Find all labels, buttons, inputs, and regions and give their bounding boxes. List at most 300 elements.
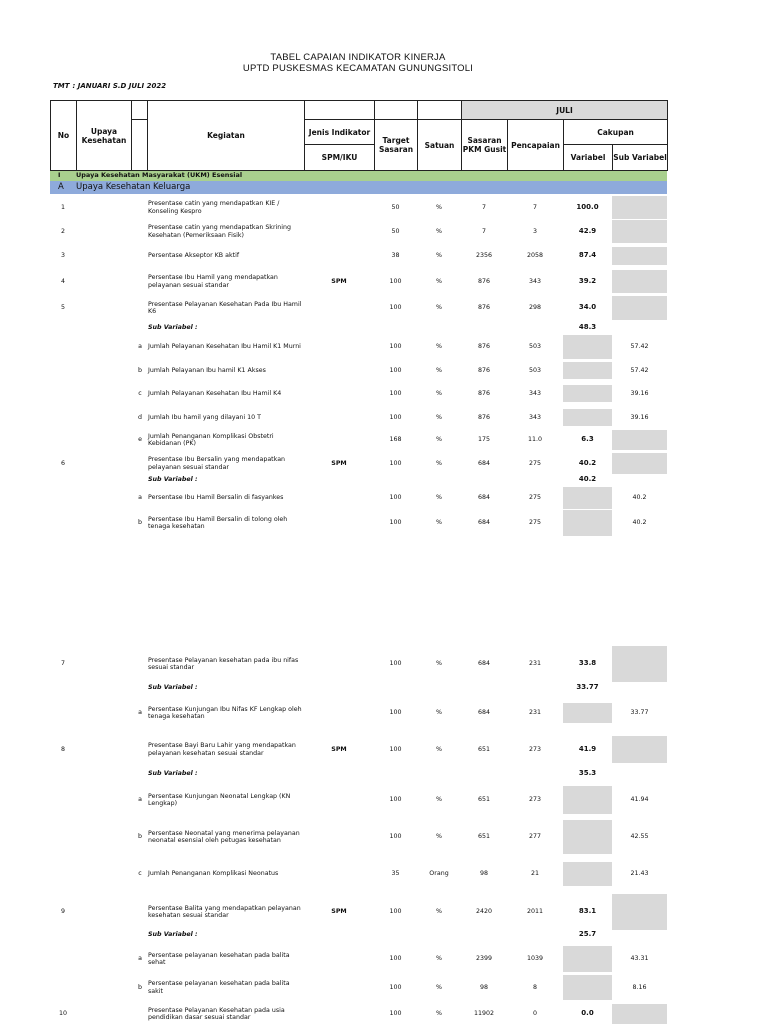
variabel-cell — [563, 703, 612, 723]
satuan-cell: % — [436, 494, 442, 502]
variabel-cell — [563, 335, 612, 359]
sub-item-letter — [133, 894, 147, 930]
row-number — [50, 335, 76, 359]
jenis-cell — [304, 510, 374, 536]
section-code: A — [58, 182, 64, 192]
sasaran-cell — [461, 474, 507, 486]
row-number — [50, 510, 76, 536]
target-cell: 168 — [389, 436, 402, 444]
jenis-cell — [304, 385, 374, 402]
section-code: I — [58, 171, 61, 179]
sasaran-cell: 651 — [477, 745, 491, 753]
satuan-cell: % — [436, 343, 442, 351]
pencapaian-cell: 7 — [532, 203, 537, 211]
sub-variabel-cell: 41.94 — [630, 796, 649, 804]
table-row — [0, 196, 768, 219]
pencapaian-cell — [507, 928, 563, 942]
satuan-cell: % — [436, 366, 442, 374]
sub-item-letter — [133, 453, 147, 474]
sub-item-letter: d — [138, 413, 142, 421]
sasaran-cell: 684 — [477, 494, 491, 502]
sub-item-letter — [133, 296, 147, 320]
sasaran-cell — [461, 682, 507, 694]
table-row — [0, 646, 768, 682]
table-row — [0, 220, 768, 243]
pencapaian-cell — [507, 321, 563, 335]
target-cell: 100 — [389, 908, 402, 916]
row-number — [50, 862, 76, 886]
variabel-cell: 25.7 — [578, 930, 597, 939]
pencapaian-cell: 273 — [528, 796, 542, 804]
row-number: 4 — [60, 277, 65, 285]
sub-item-letter: b — [138, 366, 142, 374]
sub-item-letter — [133, 646, 147, 682]
sasaran-cell: 684 — [477, 709, 491, 717]
sub-item-letter — [133, 1004, 147, 1024]
sub-variabel-cell — [612, 474, 667, 486]
sub-item-letter: a — [138, 955, 142, 963]
sub-variabel-cell — [612, 682, 667, 694]
target-cell: 100 — [389, 955, 402, 963]
row-number — [50, 385, 76, 402]
sub-variabel-cell — [612, 247, 667, 265]
sub-item-letter — [133, 474, 147, 486]
satuan-cell: % — [436, 436, 442, 444]
variabel-cell — [563, 362, 612, 379]
kegiatan-cell: Persentase pelayanan kesehatan pada balita sakit — [148, 980, 290, 995]
kegiatan-cell: Persentase Ibu Hamil Bersalin di fasyankes — [148, 494, 284, 502]
sasaran-cell: 2420 — [475, 908, 493, 916]
variabel-cell: 42.9 — [578, 226, 597, 235]
table-row — [0, 975, 768, 1000]
variabel-cell — [563, 786, 612, 814]
table-row — [0, 296, 768, 320]
sasaran-cell — [461, 928, 507, 942]
row-number — [50, 474, 76, 486]
table-row — [0, 786, 768, 814]
sub-variabel-cell — [612, 270, 667, 293]
variabel-cell: 40.2 — [578, 475, 597, 484]
variabel-cell: 40.2 — [578, 458, 597, 467]
sub-item-letter: b — [138, 519, 142, 527]
table-row — [0, 703, 768, 723]
variabel-cell: 39.2 — [578, 276, 597, 285]
sasaran-cell: 876 — [477, 413, 491, 421]
table-row — [0, 946, 768, 972]
sasaran-cell: 684 — [477, 660, 491, 668]
variabel-cell: 100.0 — [576, 202, 599, 211]
kegiatan-cell: Presentase Ibu Bersalin yang mendapatkan pelayanan sesuai standar — [148, 456, 286, 471]
target-cell — [374, 321, 417, 335]
satuan-cell: % — [436, 908, 442, 916]
sub-variabel-cell — [612, 928, 667, 942]
target-cell: 100 — [389, 459, 402, 467]
variabel-cell: 33.77 — [576, 683, 599, 692]
pencapaian-cell: 275 — [528, 494, 542, 502]
target-cell: 100 — [389, 494, 402, 502]
satuan-cell: % — [436, 1010, 442, 1018]
sub-item-letter — [133, 270, 147, 293]
satuan-cell: % — [436, 983, 442, 991]
header-variabel: Variabel — [564, 145, 613, 171]
sub-variabel-cell: 40.2 — [632, 494, 647, 502]
pencapaian-cell: 275 — [528, 459, 542, 467]
table-row — [0, 736, 768, 763]
satuan-cell: % — [436, 203, 442, 211]
sasaran-cell: 876 — [477, 366, 491, 374]
kegiatan-cell: Presentase catin yang mendapatkan KIE / Konseling Kespro — [148, 200, 280, 215]
variabel-cell: 0.0 — [581, 1009, 594, 1018]
jenis-cell — [304, 335, 374, 359]
table-row — [0, 928, 768, 942]
row-number — [50, 767, 76, 781]
kegiatan-cell: Jumlah Penanganan Komplikasi Obstetri Kebidanan (PK) — [148, 432, 274, 447]
sub-variabel-cell — [612, 736, 667, 763]
sasaran-cell — [461, 321, 507, 335]
variabel-cell: 41.9 — [578, 744, 597, 753]
sub-item-letter — [133, 247, 147, 265]
pencapaian-cell: 343 — [528, 389, 542, 397]
document-subtitle: UPTD PUSKESMAS KECAMATAN GUNUNGSITOLI — [242, 63, 474, 74]
sub-variabel-cell: 8.16 — [632, 983, 647, 991]
table-row — [0, 247, 768, 265]
pencapaian-cell: 2011 — [526, 908, 544, 916]
jenis-cell — [304, 767, 374, 781]
row-number: 6 — [60, 459, 65, 467]
header-pencapaian: Pencapaian — [508, 120, 564, 171]
sub-item-letter: a — [138, 796, 142, 804]
sasaran-cell: 98 — [479, 983, 488, 991]
table-row — [0, 335, 768, 359]
jenis-cell — [304, 682, 374, 694]
jenis-cell — [304, 946, 374, 972]
jenis-cell — [304, 820, 374, 854]
row-number — [50, 946, 76, 972]
row-number: 7 — [60, 660, 65, 668]
kegiatan-cell: Presentase Pelayanan kesehatan pada ibu nifas sesuai standar — [148, 656, 299, 671]
sub-item-letter: b — [138, 983, 142, 991]
table-row — [0, 474, 768, 486]
table-row — [0, 894, 768, 930]
variabel-cell — [563, 409, 612, 426]
satuan-cell: % — [436, 519, 442, 527]
jenis-cell — [304, 220, 374, 243]
variabel-cell: 87.4 — [578, 251, 597, 260]
kegiatan-cell: Jumlah Pelayanan Kesehatan Ibu Hamil K4 — [148, 389, 282, 397]
sub-item-letter — [133, 767, 147, 781]
sasaran-cell: 2399 — [475, 955, 493, 963]
sub-item-letter — [133, 682, 147, 694]
kegiatan-cell: Presentase catin yang mendapatkan Skrining Kesehatan (Pemeriksaan Fisik) — [148, 224, 292, 239]
pencapaian-cell: 2058 — [526, 252, 544, 260]
sub-variabel-cell — [612, 430, 667, 450]
satuan-cell: % — [436, 413, 442, 421]
sasaran-cell: 11902 — [473, 1010, 495, 1018]
table-row — [0, 270, 768, 293]
jenis-cell — [304, 474, 374, 486]
sasaran-cell: 175 — [477, 436, 491, 444]
section-label: Upaya Kesehatan Keluarga — [76, 182, 191, 192]
jenis-cell — [304, 975, 374, 1000]
sub-variabel-cell: 21.43 — [630, 870, 649, 878]
jenis-cell — [304, 646, 374, 682]
target-cell: 50 — [391, 227, 400, 235]
target-cell: 100 — [389, 983, 402, 991]
sasaran-cell — [461, 767, 507, 781]
target-cell: 100 — [389, 1010, 402, 1018]
target-cell: 100 — [389, 796, 402, 804]
table-row — [0, 362, 768, 379]
target-cell: 50 — [391, 203, 400, 211]
sasaran-cell: 876 — [477, 277, 491, 285]
sub-variabel-cell — [612, 196, 667, 219]
jenis-cell: SPM — [331, 277, 347, 285]
satuan-cell: % — [436, 459, 442, 467]
satuan-cell — [417, 321, 461, 335]
kegiatan-cell: Persentase Balita yang mendapatkan pelayanan kesehatan sesuai standar — [148, 904, 301, 919]
pencapaian-cell: 8 — [532, 983, 537, 991]
sub-variabel-cell — [612, 767, 667, 781]
variabel-cell — [563, 487, 612, 509]
variabel-cell — [563, 510, 612, 536]
sub-item-letter — [133, 196, 147, 219]
header-cakupan: Cakupan — [564, 120, 668, 145]
pencapaian-cell: 277 — [528, 833, 542, 841]
jenis-cell — [304, 196, 374, 219]
header-target: Target Sasaran — [375, 120, 418, 171]
sub-item-letter: a — [138, 494, 142, 502]
sub-variabel-cell — [612, 646, 667, 682]
pencapaian-cell: 298 — [528, 304, 542, 312]
pencapaian-cell: 231 — [528, 660, 542, 668]
sasaran-cell: 98 — [479, 870, 488, 878]
sub-variabel-cell: 40.2 — [632, 519, 647, 527]
row-number: 8 — [60, 745, 65, 753]
header-jenis: Jenis Indikator — [305, 120, 375, 145]
variabel-cell: 6.3 — [581, 435, 594, 444]
satuan-cell: % — [436, 304, 442, 312]
satuan-cell: % — [436, 389, 442, 397]
sub-variabel-cell — [612, 220, 667, 243]
target-cell: 100 — [389, 833, 402, 841]
sub-variabel-cell — [612, 894, 667, 930]
pencapaian-cell: 11.0 — [527, 436, 543, 444]
tmt-value: : JANUARI S.D JULI 2022 — [72, 82, 167, 90]
table-row — [0, 510, 768, 536]
pencapaian-cell — [507, 767, 563, 781]
satuan-cell — [417, 682, 461, 694]
table-row — [0, 487, 768, 509]
header-sasaran: Sasaran PKM Gusit — [462, 120, 508, 171]
row-number — [50, 430, 76, 450]
jenis-cell — [304, 487, 374, 509]
variabel-cell: 35.3 — [578, 769, 597, 778]
table-row — [0, 1004, 768, 1024]
variabel-cell — [563, 385, 612, 402]
table-row — [0, 430, 768, 450]
satuan-cell: Orang — [429, 870, 449, 878]
row-number — [50, 975, 76, 1000]
sub-variabel-cell: 57.42 — [630, 366, 649, 374]
sasaran-cell: 651 — [477, 796, 491, 804]
kegiatan-cell: Persentase Ibu Hamil yang mendapatkan pelayanan sesuai standar — [148, 274, 278, 289]
row-number — [50, 409, 76, 426]
sasaran-cell: 7 — [481, 203, 486, 211]
pencapaian-cell: 231 — [528, 709, 542, 717]
satuan-cell: % — [436, 277, 442, 285]
sub-item-letter — [133, 736, 147, 763]
target-cell: 100 — [389, 366, 402, 374]
kegiatan-cell: Sub Variabel : — [148, 770, 198, 778]
sub-variabel-cell: 33.77 — [630, 709, 649, 717]
pencapaian-cell: 503 — [528, 366, 542, 374]
pencapaian-cell: 275 — [528, 519, 542, 527]
jenis-cell — [304, 247, 374, 265]
table-row — [0, 385, 768, 402]
header-sub-variabel: Sub Variabel — [613, 145, 668, 171]
header-kegiatan: Kegiatan — [148, 101, 305, 171]
kegiatan-cell: Sub Variabel : — [148, 476, 198, 484]
pencapaian-cell: 343 — [528, 277, 542, 285]
row-number — [50, 321, 76, 335]
kegiatan-cell: Sub Variabel : — [148, 324, 198, 332]
kegiatan-cell: Persentase Akseptor KB aktif — [148, 252, 240, 260]
target-cell: 100 — [389, 745, 402, 753]
header-spm-iku: SPM/IKU — [305, 145, 375, 171]
satuan-cell: % — [436, 745, 442, 753]
jenis-cell — [304, 409, 374, 426]
satuan-cell — [417, 767, 461, 781]
sub-variabel-cell: 57.42 — [630, 343, 649, 351]
table-row — [0, 453, 768, 474]
row-number: 2 — [60, 227, 65, 235]
target-cell: 100 — [389, 277, 402, 285]
table-row — [0, 682, 768, 694]
variabel-cell — [563, 975, 612, 1000]
variabel-cell — [563, 820, 612, 854]
jenis-cell — [304, 296, 374, 320]
pencapaian-cell: 343 — [528, 413, 542, 421]
target-cell: 100 — [389, 660, 402, 668]
target-cell: 100 — [389, 413, 402, 421]
sub-variabel-cell — [612, 1004, 667, 1024]
sub-variabel-cell — [612, 296, 667, 320]
kegiatan-cell: Persentase Kunjungan Ibu Nifas KF Lengkap oleh tenaga kesehatan — [148, 705, 302, 720]
row-number — [50, 362, 76, 379]
row-number: 3 — [60, 252, 65, 260]
satuan-cell: % — [436, 252, 442, 260]
sub-item-letter — [133, 220, 147, 243]
sasaran-cell: 876 — [477, 389, 491, 397]
sasaran-cell: 651 — [477, 833, 491, 841]
kegiatan-cell: Jumlah Pelayanan Ibu hamil K1 Akses — [148, 366, 266, 374]
satuan-cell — [417, 928, 461, 942]
satuan-cell: % — [436, 796, 442, 804]
table-row — [0, 862, 768, 886]
pencapaian-cell: 273 — [528, 745, 542, 753]
table-row — [0, 767, 768, 781]
satuan-cell: % — [436, 660, 442, 668]
target-cell — [374, 682, 417, 694]
kegiatan-cell: Sub Variabel : — [148, 684, 198, 692]
sasaran-cell: 2356 — [475, 252, 493, 260]
jenis-cell — [304, 928, 374, 942]
sub-variabel-cell: 39.16 — [630, 413, 649, 421]
jenis-cell — [304, 1004, 374, 1024]
satuan-cell: % — [436, 955, 442, 963]
jenis-cell — [304, 862, 374, 886]
jenis-cell — [304, 430, 374, 450]
sub-item-letter: b — [138, 833, 142, 841]
variabel-cell — [563, 862, 612, 886]
target-cell — [374, 767, 417, 781]
pencapaian-cell: 1039 — [526, 955, 544, 963]
kegiatan-cell: Presentase Pelayanan Kesehatan pada usia pendidikan dasar sesuai standar — [148, 1006, 285, 1021]
jenis-cell: SPM — [331, 745, 347, 753]
sub-variabel-cell — [612, 453, 667, 474]
kegiatan-cell: Persentase pelayanan kesehatan pada balita sehat — [148, 951, 290, 966]
satuan-cell: % — [436, 833, 442, 841]
kegiatan-cell: Presentase Bayi Baru Lahir yang mendapatkan pelayanan kesehatan sesuai standar — [148, 742, 296, 757]
sasaran-cell: 876 — [477, 304, 491, 312]
sub-variabel-cell — [612, 321, 667, 335]
row-number — [50, 703, 76, 723]
sub-item-letter — [133, 321, 147, 335]
kegiatan-cell: Jumlah Pelayanan Kesehatan Ibu Hamil K1 Murni — [148, 343, 301, 351]
target-cell: 100 — [389, 709, 402, 717]
row-number: 10 — [58, 1010, 67, 1018]
target-cell: 100 — [389, 304, 402, 312]
jenis-cell — [304, 362, 374, 379]
kegiatan-cell: Persentase Ibu Hamil Bersalin di tolong oleh tenaga kesehatan — [148, 515, 288, 530]
row-number — [50, 820, 76, 854]
target-cell: 100 — [389, 389, 402, 397]
row-number — [50, 487, 76, 509]
target-cell — [374, 928, 417, 942]
pencapaian-cell — [507, 682, 563, 694]
satuan-cell: % — [436, 709, 442, 717]
variabel-cell: 34.0 — [578, 303, 597, 312]
sub-item-letter: c — [138, 870, 142, 878]
sub-item-letter: c — [138, 389, 142, 397]
satuan-cell: % — [436, 227, 442, 235]
row-number — [50, 928, 76, 942]
header-satuan: Satuan — [418, 120, 462, 171]
section-label: Upaya Kesehatan Masyarakat (UKM) Esensial — [76, 171, 243, 179]
table-row — [0, 820, 768, 854]
jenis-cell — [304, 321, 374, 335]
target-cell — [374, 474, 417, 486]
jenis-cell — [304, 703, 374, 723]
pencapaian-cell: 21 — [530, 870, 539, 878]
jenis-cell: SPM — [331, 459, 347, 467]
pencapaian-cell: 3 — [532, 227, 537, 235]
tmt-label: TMT — [53, 82, 70, 90]
pencapaian-cell: 0 — [532, 1010, 537, 1018]
row-number: 9 — [60, 908, 65, 916]
target-cell: 100 — [389, 519, 402, 527]
target-cell: 35 — [391, 870, 400, 878]
sasaran-cell: 7 — [481, 227, 486, 235]
sub-variabel-cell: 43.31 — [630, 955, 649, 963]
variabel-cell: 33.8 — [578, 659, 597, 668]
document-title: TABEL CAPAIAN INDIKATOR KINERJA — [270, 52, 446, 63]
sasaran-cell: 684 — [477, 519, 491, 527]
sub-variabel-cell: 39.16 — [630, 389, 649, 397]
sasaran-cell: 876 — [477, 343, 491, 351]
pencapaian-cell — [507, 474, 563, 486]
pencapaian-cell: 503 — [528, 343, 542, 351]
